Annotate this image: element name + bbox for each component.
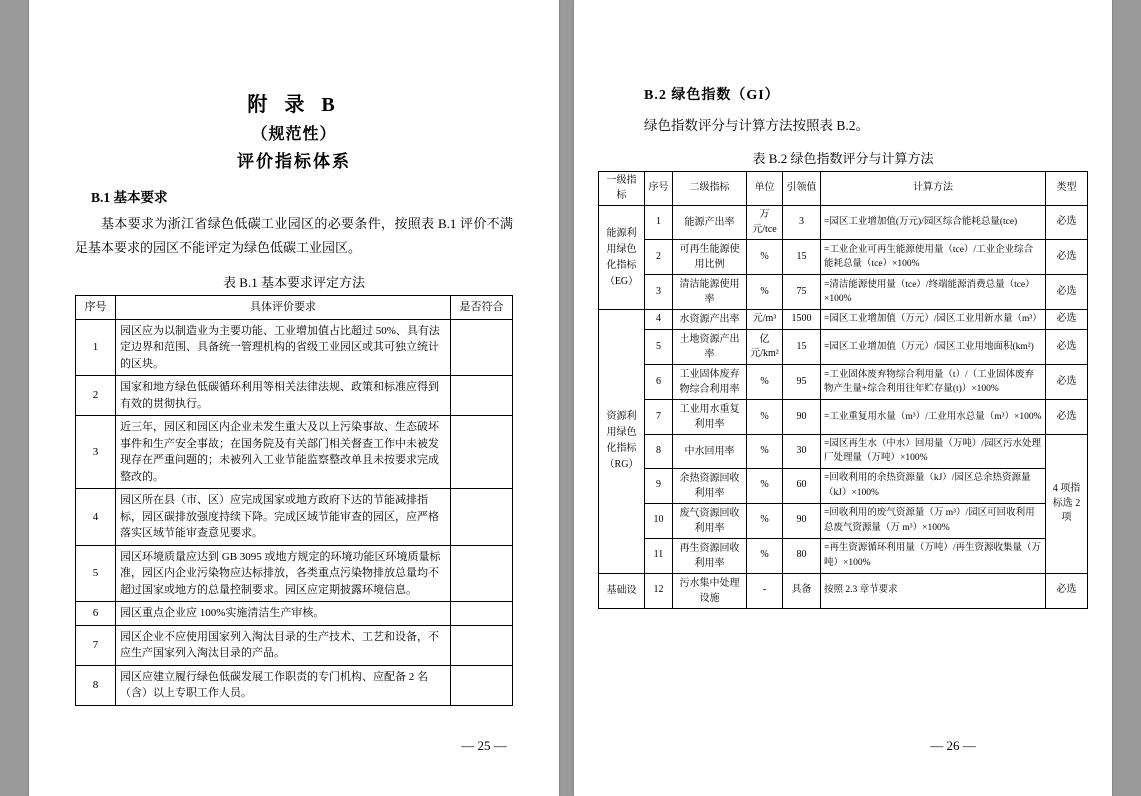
table-row — [599, 400, 1088, 435]
cell-calculation: =工业企业可再生能源使用量（tce）/工业企业综合能耗总量（tce）×100% — [821, 240, 1046, 275]
table-header-row — [599, 172, 1088, 206]
table-b2-caption: 表 B.2 绿色指数评分与计算方法 — [752, 151, 934, 166]
cell-unit: % — [747, 400, 783, 435]
cell-unit: % — [747, 365, 783, 400]
cell-target: 80 — [783, 538, 821, 573]
cell-target: 15 — [783, 330, 821, 365]
table-row — [599, 573, 1088, 608]
cell-conformance — [451, 545, 513, 602]
cell-conformance — [451, 602, 513, 626]
cell-calculation: 按照 2.3 章节要求 — [821, 573, 1046, 608]
table-row — [599, 240, 1088, 275]
table-b1-header-req: 具体评价要求 — [116, 296, 451, 320]
appendix-title: 附 录 B — [247, 94, 341, 116]
cell-unit: % — [747, 503, 783, 538]
cell-indicator: 土地资源产出率 — [673, 330, 747, 365]
table-row — [599, 330, 1088, 365]
table-b1 — [75, 295, 513, 706]
cell-no: 10 — [645, 503, 673, 538]
cell-unit: % — [747, 538, 783, 573]
cell-type-optional-note: 4 项指标选 2 项 — [1046, 435, 1088, 574]
cell-type: 必选 — [1046, 365, 1088, 400]
table-row — [76, 319, 513, 376]
cell-no: 8 — [645, 435, 673, 469]
table-row — [599, 468, 1088, 503]
cell-no: 1 — [76, 319, 116, 376]
cell-target: 15 — [783, 240, 821, 275]
section-heading-b2: B.2 绿色指数（GI） — [644, 88, 780, 103]
cell-unit: % — [747, 275, 783, 310]
cell-type: 必选 — [1046, 573, 1088, 608]
cell-target: 95 — [783, 365, 821, 400]
cell-unit: 元/m³ — [747, 310, 783, 330]
cell-no: 11 — [645, 538, 673, 573]
cell-unit: 万元/tce — [747, 206, 783, 240]
cell-indicator: 工业固体废弃物综合利用率 — [673, 365, 747, 400]
table-header-row — [76, 296, 513, 320]
cell-calculation: =清洁能源使用量（tce）/终端能源消费总量（tce）×100% — [821, 275, 1046, 310]
cell-level1-group: 资源利用绿色化指标（RG） — [599, 310, 645, 574]
cell-indicator: 能源产出率 — [673, 206, 747, 240]
table-row — [76, 625, 513, 665]
cell-indicator: 水资源产出率 — [673, 310, 747, 330]
cell-no: 2 — [76, 376, 116, 416]
cell-no: 7 — [76, 625, 116, 665]
table-b1-header-ok: 是否符合 — [451, 296, 513, 320]
cell-no: 4 — [645, 310, 673, 330]
table-row — [76, 489, 513, 546]
table-row — [599, 435, 1088, 469]
table-row — [599, 206, 1088, 240]
table-row — [599, 365, 1088, 400]
cell-no: 5 — [645, 330, 673, 365]
cell-unit: % — [747, 240, 783, 275]
cell-target: 30 — [783, 435, 821, 469]
appendix-subtitle-2: 评价指标体系 — [237, 152, 351, 171]
page-right — [574, 0, 1112, 796]
cell-indicator: 污水集中处理设施 — [673, 573, 747, 608]
table-row — [76, 602, 513, 626]
cell-conformance — [451, 319, 513, 376]
table-b2-header-level1: 一级指标 — [599, 172, 645, 206]
cell-no: 12 — [645, 573, 673, 608]
page-number-right: — 26 — — [930, 738, 976, 753]
table-b2-header-no: 序号 — [645, 172, 673, 206]
cell-level1-group: 能源利用绿色化指标（EG） — [599, 206, 645, 310]
cell-type: 必选 — [1046, 206, 1088, 240]
cell-target: 90 — [783, 400, 821, 435]
cell-calculation: =工业固体废弃物综合利用量（t）/（工业固体废弃物产生量+综合利用往年贮存量(t)）×100% — [821, 365, 1046, 400]
table-b2-header-type: 类型 — [1046, 172, 1088, 206]
cell-unit: - — [747, 573, 783, 608]
cell-type: 必选 — [1046, 240, 1088, 275]
cell-indicator: 再生资源回收利用率 — [673, 538, 747, 573]
cell-level1-group: 基础设 — [599, 573, 645, 608]
cell-requirement: 园区应为以制造业为主要功能、工业增加值占比超过 50%、具有法定边界和范围、具备统一管理机构的省级工业园区或其可独立统计的区块。 — [116, 319, 451, 376]
section-b1-paragraph: 基本要求为浙江省绿色低碳工业园区的必要条件，按照表 B.1 评价不满足基本要求的园区不能评定为绿色低碳工业园区。 — [75, 216, 513, 256]
cell-requirement: 园区所在县（市、区）应完成国家或地方政府下达的节能减排指标，园区碳排放强度持续下降。完成区域节能审查的园区，应严格落实区域节能审查意见要求。 — [116, 489, 451, 546]
cell-requirement: 园区应建立履行绿色低碳发展工作职责的专门机构、应配备 2 名（含）以上专职工作人员。 — [116, 665, 451, 705]
page-number-left: — 25 — — [461, 738, 507, 753]
cell-calculation: =回收利用的余热资源量（kJ）/园区总余热资源量（kJ）×100% — [821, 468, 1046, 503]
table-b2 — [598, 171, 1088, 609]
section-heading-b1: B.1 基本要求 — [91, 190, 168, 205]
section-b2-paragraph: 绿色指数评分与计算方法按照表 B.2。 — [644, 118, 870, 133]
cell-target: 75 — [783, 275, 821, 310]
cell-no: 7 — [645, 400, 673, 435]
table-row — [599, 503, 1088, 538]
cell-indicator: 余热资源回收利用率 — [673, 468, 747, 503]
cell-no: 8 — [76, 665, 116, 705]
cell-type: 必选 — [1046, 400, 1088, 435]
cell-indicator: 清洁能源使用率 — [673, 275, 747, 310]
cell-type: 必选 — [1046, 310, 1088, 330]
cell-target: 1500 — [783, 310, 821, 330]
table-row — [599, 538, 1088, 573]
cell-requirement: 近三年，园区和园区内企业未发生重大及以上污染事故、生态破坏事件和生产安全事故；在国务院及有关部门相关督查工作中未被发现存在严重问题的；未被列入工业节能监察整改单且未按要求完成整改的。 — [116, 416, 451, 489]
cell-no: 6 — [645, 365, 673, 400]
cell-conformance — [451, 416, 513, 489]
cell-no: 1 — [645, 206, 673, 240]
cell-conformance — [451, 376, 513, 416]
table-b2-header-calc: 计算方法 — [821, 172, 1046, 206]
cell-indicator: 可再生能源使用比例 — [673, 240, 747, 275]
cell-target: 具备 — [783, 573, 821, 608]
cell-indicator: 中水回用率 — [673, 435, 747, 469]
table-row — [599, 310, 1088, 330]
table-row — [76, 376, 513, 416]
table-b1-header-no: 序号 — [76, 296, 116, 320]
cell-calculation: =园区工业增加值（万元）/园区工业用新水量（m³） — [821, 310, 1046, 330]
cell-conformance — [451, 489, 513, 546]
cell-conformance — [451, 665, 513, 705]
table-row — [76, 665, 513, 705]
cell-no: 9 — [645, 468, 673, 503]
cell-no: 3 — [76, 416, 116, 489]
appendix-subtitle: （规范性） — [251, 126, 337, 143]
table-row — [76, 545, 513, 602]
cell-unit: % — [747, 435, 783, 469]
cell-type: 必选 — [1046, 330, 1088, 365]
cell-no: 4 — [76, 489, 116, 546]
cell-calculation: =回收利用的废气资源量（万 m³）/园区可回收利用总废气资源量（万 m³）×100% — [821, 503, 1046, 538]
page-left-content — [29, 0, 559, 796]
cell-requirement: 国家和地方绿色低碳循环利用等相关法律法规、政策和标准应得到有效的贯彻执行。 — [116, 376, 451, 416]
table-b2-header-target: 引领值 — [783, 172, 821, 206]
cell-no: 5 — [76, 545, 116, 602]
table-b2-header-level2: 二级指标 — [673, 172, 747, 206]
cell-calculation: =再生资源循环利用量（万吨）/再生资源收集量（万吨）×100% — [821, 538, 1046, 573]
cell-indicator: 废气资源回收利用率 — [673, 503, 747, 538]
cell-unit: 亿元/km² — [747, 330, 783, 365]
cell-no: 3 — [645, 275, 673, 310]
cell-no: 6 — [76, 602, 116, 626]
cell-requirement: 园区重点企业应 100%实施清洁生产审核。 — [116, 602, 451, 626]
table-b1-caption: 表 B.1 基本要求评定方法 — [223, 275, 365, 291]
cell-calculation: =工业重复用水量（m³）/工业用水总量（m³）×100% — [821, 400, 1046, 435]
cell-calculation: =园区工业增加值（万元）/园区工业用地面积(km²) — [821, 330, 1046, 365]
page-right-content — [574, 0, 1112, 796]
cell-calculation: =园区工业增加值(万元)/园区综合能耗总量(tce) — [821, 206, 1046, 240]
cell-target: 3 — [783, 206, 821, 240]
cell-no: 2 — [645, 240, 673, 275]
cell-type: 必选 — [1046, 275, 1088, 310]
cell-target: 60 — [783, 468, 821, 503]
cell-requirement: 园区企业不应使用国家列入淘汰目录的生产技术、工艺和设备，不应生产国家列入淘汰目录的产品。 — [116, 625, 451, 665]
cell-indicator: 工业用水重复利用率 — [673, 400, 747, 435]
cell-unit: % — [747, 468, 783, 503]
cell-calculation: =园区再生水（中水）回用量（万吨）/园区污水处理厂处理量（万吨）×100% — [821, 435, 1046, 469]
cell-conformance — [451, 625, 513, 665]
page-left — [29, 0, 559, 796]
table-row — [599, 275, 1088, 310]
cell-target: 90 — [783, 503, 821, 538]
table-row — [76, 416, 513, 489]
table-b2-header-unit: 单位 — [747, 172, 783, 206]
cell-requirement: 园区环境质量应达到 GB 3095 或地方规定的环境功能区环境质量标准，园区内企业污染物应达标排放，各类重点污染物排放总量均不超过国家或地方的总量控制要求。园区应定期披露环境信息。 — [116, 545, 451, 602]
